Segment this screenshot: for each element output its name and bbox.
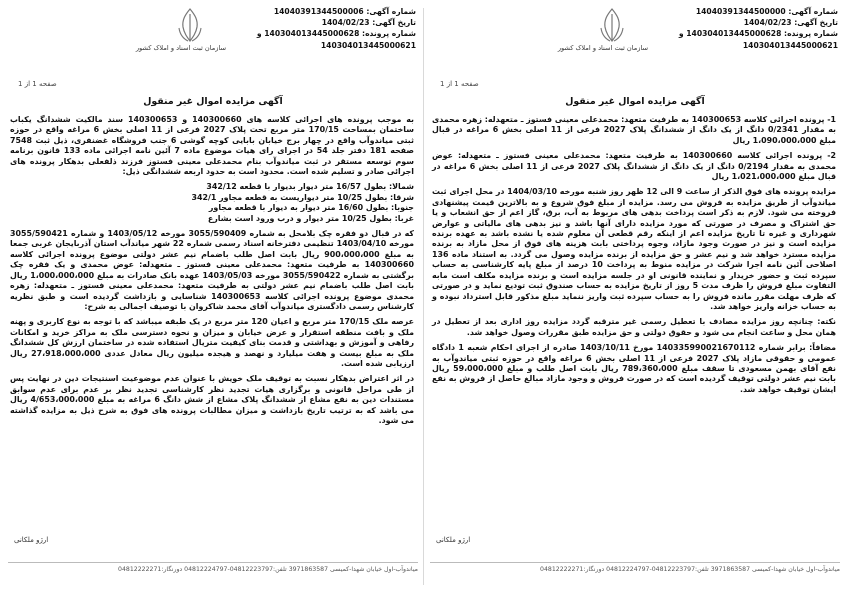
ad-date-label: تاریخ آگهی: <box>372 18 416 28</box>
file-number-2: 140304013445000621 <box>320 40 416 50</box>
ad-date-label: تاریخ آگهی: <box>794 18 838 28</box>
footer-address: میاندوآب-اول خیابان شهدا-کمیسی 3971863587 تلفن:04812223797-04812224797 دورنگار:04812222271 <box>430 562 840 573</box>
paragraph: 1- پرونده اجرائی کلاسه 140300653 به طرفیت متعهد: محمدعلی معینی فستوز ـ متعهدله: زهره محمدی به مقدار 0/2341 دانگ از یک دانگ از ششدانگ پلاک 2027 فرعی از 11 اصلی بخش 6 مراغه در قبال مبلغ 1،090،000،000 ریال <box>432 115 836 145</box>
file-numbers: 140304013445000628 و <box>678 29 782 39</box>
paragraph: 2- پرونده اجرائی کلاسه 140300660 به طرفیت متعهد: محمدعلی معینی فستوز ـ متعهدله: عوض محمدی به مقدار 0/2194 دانگ از یک دانگ از ششدانگ پلاک 2027 فرعی از 11 اصلی بخش 6 مراغه در قبال مبلغ 1،021،000،000 ریال <box>432 151 837 182</box>
paragraph: نکته: چنانچه روز مزایده مصادف با تعطیل رسمی غیر مترقبه گردد مزایده روز اداری بعد از تعطیل در همان محل و ساعت انجام می شود و حقوق دولتی و حق مزایده طبق مقررات وصول خواهد شد. <box>432 317 836 337</box>
signature: ارژو ملکانی <box>14 536 49 544</box>
notice-body <box>432 115 836 400</box>
notice-title: آگهی مزایده اموال غیر منقول <box>143 96 283 107</box>
iran-emblem-icon <box>595 6 629 44</box>
paragraph: مزایده پرونده های فوق الذکر از ساعت 9 الی 12 ظهر روز شنبه مورخه 1404/03/10 در محل اجرای ثبت میاندوآب از طریق مزایده به فروش می رسد. مزایده از مبلغ فوق شروع و به بالاترین قیمت پیشنهادی فروخته می شود. لازم به ذکر است پرداخت بدهی های مربوط به آب، برق، گاز اعم از حق انشعاب و یا حق اشتراک و مصرف در صورتی که مورد مزایده دارای آنها باشد و نیز بدهی های مالیاتی و عوارض شهرداری و غیره تا تاریخ مزایده اعم از اینکه رقم قطعی آن معلوم شده یا نشده باشد به عهده برنده مزایده است و نیز در صورت وجود مازاد، وجوه پرداختی بابت هزینه های فوق از محل مازاد به برنده مزایده مسترد خواهد شد و نیم عشر و حق مزایده از برنده مزایده وصول می گردد. به استناد ماده 136 اصلاحی آئین نامه اجرا شرکت در مزایده منوط به پرداخت 10 درصد از مبلغ پایه کارشناسی به حساب سپرده ثبت و حضور خریدار و نماینده قانونی او در جلسه مزایده است و برنده مزایده مکلف است مابه التفاوت مبلغ فروش را ظرف مدت 5 روز از تاریخ مزایده به حساب صندوق ثبت تودیع نماید و در صورتی که ظرف مهلت مقرر مانده فروش را به حساب سپرده ثبت واریز ننماید مبلغ مذکور قابل استرداد نبوده و به حساب خزانه واریز خواهد شد. <box>432 187 837 311</box>
notice-body <box>10 115 414 431</box>
org-name: سازمان ثبت اسناد و املاک کشور <box>557 44 648 52</box>
page-number: صفحه 1 از 1 <box>18 80 57 88</box>
emblem <box>557 6 648 68</box>
file-label: شماره پرونده: <box>362 29 416 39</box>
org-name: سازمان ثبت اسناد و املاک کشور <box>135 44 226 52</box>
ad-date: 1404/02/23 <box>321 18 370 28</box>
ad-number-label: شماره آگهی: <box>366 7 416 16</box>
ad-number: 14040391344500006 <box>273 7 364 16</box>
boundary-line: غربا: بطول 10/25 متر دیوار و درب ورود است بشارع <box>207 213 414 223</box>
boundaries-list <box>10 182 414 224</box>
page-number: صفحه 1 از 1 <box>440 80 479 88</box>
paragraph: به موجب پرونده های اجرائی کلاسه های 140300660 و 140300653 سند مالکیت ششدانگ یکباب ساختمان بمساحت 170/15 متر مربع تحت پلاک 2027 فرعی از 11 اصلی بخش 6 مراغه واقع در حوزه ثبتی میاندوآب واقع در چهار برج خیابان بابایی کوچه گوشی 6 جنب فروشگاه غضنفری، ذیل ثبت 7548 صفحه 181 دفتر جلد 54 در اجرای رای هیات موضوع ماده 7 آئین نامه اجرائی ماده 133 قانون برنامه سوم توسعه مستقر در ثبت میاندوآب بنام محمدعلی معینی فستوز فرزند ذلفعلی بدهکار پرونده های اجرائی صادر و تسلیم شده است. محدود است به حدود اربعه ششدانگی ذیل: <box>10 115 414 177</box>
notice-right <box>426 0 844 593</box>
file-numbers: 140304013445000628 و <box>256 29 360 39</box>
paragraph: که در قبال دو فقره چک بلامحل به شماره 3055/590409 مورخه 1403/05/12 و شماره 3055/590421 مورخه 1403/04/10 تنظیمی دفترخانه اسناد رسمی شماره 22 شهر میاندآب استان آذربایجان غربی جمعا به مبلغ 900،000،000 ریال بابت اصل طلب باضمام نیم عشر دولتی موضوع پرونده اجرائی کلاسه 140300660 به طرفیت متعهد: محمدعلی معینی فستوز ـ متعهدله: عوض محمدی و یک فقره چک برگشتی به شماره 3055/590422 مورخه 1403/05/03 عهده بانک صادرات به مبلغ 1،000،000،000 ریال بابت اصل طلب باضمام نیم عشر دولتی به طرفیت متعهد: محمدعلی معینی فستوز ـ متعهدله: زهره محمدی موضوع پرونده اجرائی کلاسه 140300653 شناسایی و بازداشت گردیده است و طبق نظریه کارشناس رسمی دادگستری میاندوآب آقای محمد شاکروان با توصیف اجمالی به شرح: <box>10 229 415 311</box>
notice-meta <box>679 6 838 51</box>
emblem <box>135 6 226 68</box>
boundary-line: شمالا: بطول 16/57 متر دیوار بدیوار با قطعه 342/12 <box>206 182 414 192</box>
iran-emblem-icon <box>173 6 207 44</box>
paragraph: در اثر اعتراض بدهکار نسبت به توقیف ملک خویش با عنوان عدم موضوعیت اسنتیجات دین در نهایت پس از طی مراحل قانونی و برگزاری هیات تجدید نظر کارشناسی تجدید نظر بر عدم برای عدم سوابق مستندات دین به نفع مشاع از ششدانگ پلاک مشاع از شش دانگ 6 مراغه به مبلغ 4/653،000،000 ریال می باشد که به ترتیب تاریخ بازداشت و میزان مطالبات پرونده های فوق به شرح ذیل به مزایده گذاشته می شود. <box>10 374 414 425</box>
file-label: شماره پرونده: <box>784 29 838 39</box>
ad-number-label: شماره آگهی: <box>788 7 838 16</box>
notice-header <box>4 0 422 88</box>
ad-number: 14040391344500000 <box>695 7 786 16</box>
notice-meta <box>257 6 416 51</box>
boundary-line: جنوبا: بطول 16/60 متر دیوار به دیوار با قطعه مجاور <box>208 203 414 213</box>
notice-title: آگهی مزایده اموال غیر منقول <box>565 96 705 107</box>
ad-date: 1404/02/23 <box>743 18 792 28</box>
notice-header <box>426 0 844 88</box>
notice-left <box>4 0 422 593</box>
file-number-2: 140304013445000621 <box>742 40 838 50</box>
paragraph: مضافاً: برابر شماره 140335990021670112 مورخ 1403/10/11 صادره از اجرای احکام شعبه 1 دادگاه عمومی و حقوقی مازاد پلاک 2027 فرعی از 11 اصلی بخش 6 مراغه واقع در حوزه ثبتی میاندوآب به نفع آقای بهمن مسعودی تا سقف مبلغ 789،360،000 ریال بابت اصل طلب و مبلغ 59،000،000 ریال بابت نیم عشر دولتی توقیف گردیده است که در صورت فروش و وجود مازاد مبالغ حاصل از فروش به نفع ایشان توقیف خواهد شد. <box>432 343 837 394</box>
column-divider <box>423 8 424 585</box>
signature: ارژو ملکانی <box>436 536 471 544</box>
boundary-line: شرقا: بطول 10/25 متر دیواریست به قطعه مجاور 342/1 <box>191 192 414 202</box>
paragraph: عرصه ملک 170/15 متر مربع و اعیان 120 متر مربع در یک طبقه میباشد که با توجه به نوع کاربری و پهنه ملک و بافت منطقه استقرار و عرض خیابان و میزان و نحوه دسترسی ملک به مراکز خرید و امکانات رفاهی و آموزش و بهداشتی و قدمت بنای کیفیت متریال استفاده شده در ساختمان ارزش کل ششدانگ ملک به مبلغ بیست و هفت میلیارد و نهصد و هیجده میلیون ریال معادل عددی 27،918،000،000 ریال ارزیابی شده است. <box>10 317 414 368</box>
footer-address: میاندوآب-اول خیابان شهدا-کمیسی 3971863587 تلفن:04812223797-04812224797 دورنگار:04812222271 <box>8 562 418 573</box>
